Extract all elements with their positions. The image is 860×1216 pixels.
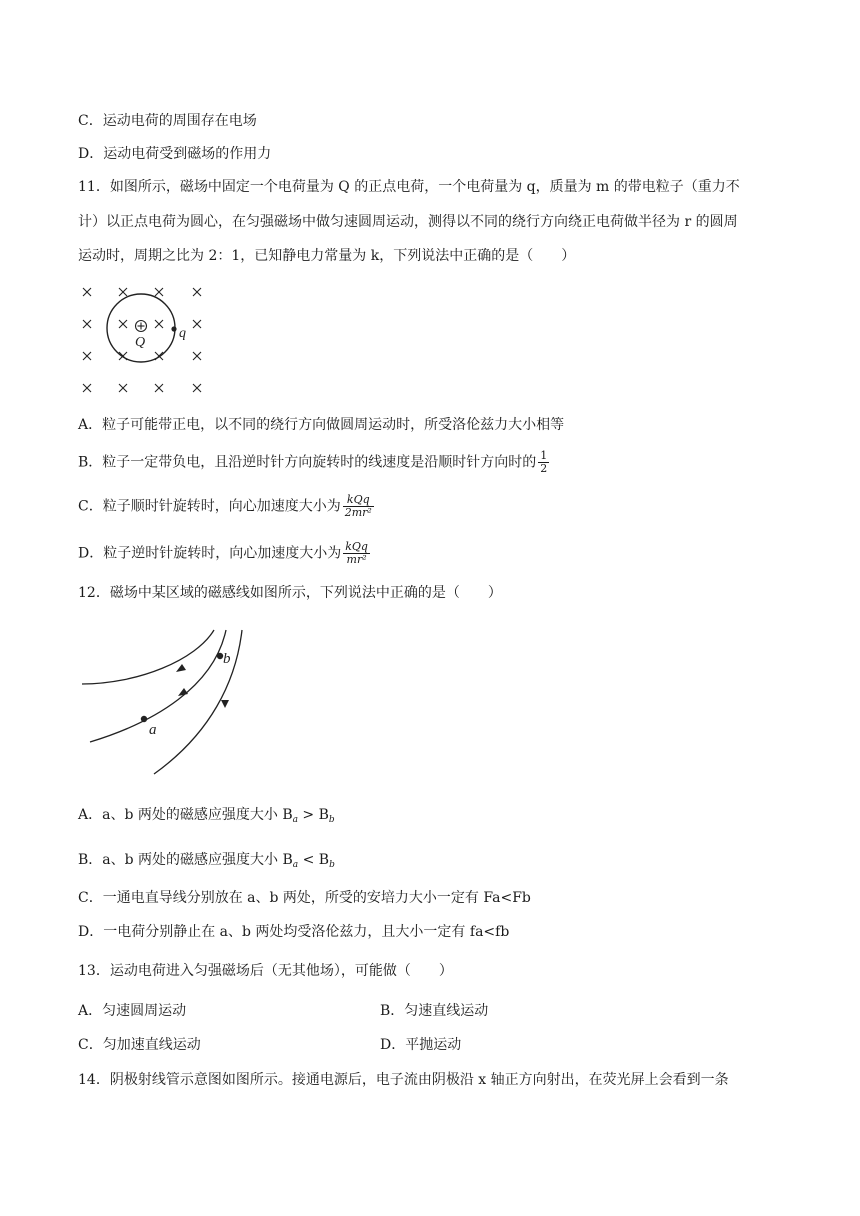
arrow-icon <box>176 664 229 708</box>
fraction-numerator: kQq <box>343 494 374 507</box>
q12-option-d: D．一电荷分别静止在 a、b 两处均受洛伦兹力，且大小一定有 fa<fb <box>78 924 510 940</box>
q11-stem-line3: 运动时，周期之比为 2：1，已知静电力常量为 k，下列说法中正确的是（ ） <box>78 248 576 264</box>
q11-option-d-text: D．粒子逆时针旋转时，向心加速度大小为 <box>78 545 342 562</box>
q13-option-a: A．匀速圆周运动 <box>78 1003 187 1019</box>
q11-stem-line2: 计）以正点电荷为圆心，在匀强磁场中做匀速圆周运动，测得以不同的绕行方向绕正电荷做半径为 r 的圆周 <box>78 214 738 230</box>
fraction-denominator: 2 <box>540 462 548 475</box>
q13-option-b: B．匀速直线运动 <box>380 1003 489 1019</box>
q12-stem: 12．磁场中某区域的磁感线如图所示，下列说法中正确的是（ ） <box>78 585 502 601</box>
q13-option-d: D．平抛运动 <box>380 1037 462 1053</box>
subscript-a: a <box>292 815 298 825</box>
fraction-accel-cw <box>343 494 374 519</box>
q12-option-b-tail: < B <box>298 852 330 868</box>
q14-stem: 14．阴极射线管示意图如图所示。接通电源后，电子流由阴极沿 x 轴正方向射出，在荧光屏上会看到一条 <box>78 1072 729 1088</box>
fraction-accel-ccw <box>343 541 370 566</box>
particle-dot <box>171 326 176 331</box>
point-b-label: b <box>223 651 231 667</box>
positive-charge-icon <box>136 321 147 332</box>
q10-option-d: D．运动电荷受到磁场的作用力 <box>78 146 272 162</box>
q12-option-c: C．一通电直导线分别放在 a、b 两处，所受的安培力大小一定有 Fa<Fb <box>78 890 531 906</box>
point-a-dot <box>141 716 147 722</box>
subscript-b: b <box>329 860 335 870</box>
field-line-1 <box>82 630 214 684</box>
particle-q-label: q <box>179 326 186 341</box>
q11-option-c-text: C．粒子顺时针旋转时，向心加速度大小为 <box>78 498 341 515</box>
q12-field-lines-figure <box>78 626 248 778</box>
q13-stem: 13．运动电荷进入匀强磁场后（无其他场），可能做（ ） <box>78 963 453 979</box>
q11-option-c <box>78 494 374 519</box>
fraction-denominator: mr² <box>346 553 367 566</box>
fraction-numerator: kQq <box>345 540 368 553</box>
q12-option-a-text: A．a、b 两处的磁感应强度大小 B <box>78 807 293 823</box>
fraction-denominator: 2mr² <box>344 506 372 519</box>
subscript-b: b <box>328 815 335 825</box>
point-a-label: a <box>149 722 157 738</box>
q11-option-d <box>78 541 370 566</box>
subscript-a: a <box>292 860 299 870</box>
q11-option-b-text: B．粒子一定带负电，且沿逆时针方向旋转时的线速度是沿顺时针方向时的 <box>78 454 537 471</box>
q11-stem-line1: 11．如图所示，磁场中固定一个电荷量为 Q 的正点电荷，一个电荷量为 q，质量为 m 的带电粒子（重力不 <box>78 179 740 195</box>
q12-option-b <box>78 850 335 875</box>
fraction-one-half <box>538 450 549 475</box>
q12-option-a <box>78 805 335 830</box>
q11-option-b <box>78 450 549 475</box>
q12-option-b-text: B．a、b 两处的磁感应强度大小 B <box>78 852 293 868</box>
q10-option-c: C．运动电荷的周围存在电场 <box>78 113 257 129</box>
q11-option-a: A．粒子可能带正电，以不同的绕行方向做圆周运动时，所受洛伦兹力大小相等 <box>78 417 565 433</box>
q13-option-c: C．匀加速直线运动 <box>78 1037 201 1053</box>
q11-magnetic-field-figure <box>75 280 215 400</box>
charge-Q-label: Q <box>135 335 146 350</box>
q12-option-a-tail: > B <box>297 807 329 823</box>
fraction-numerator: 1 <box>540 449 548 462</box>
field-line-2 <box>90 630 226 742</box>
